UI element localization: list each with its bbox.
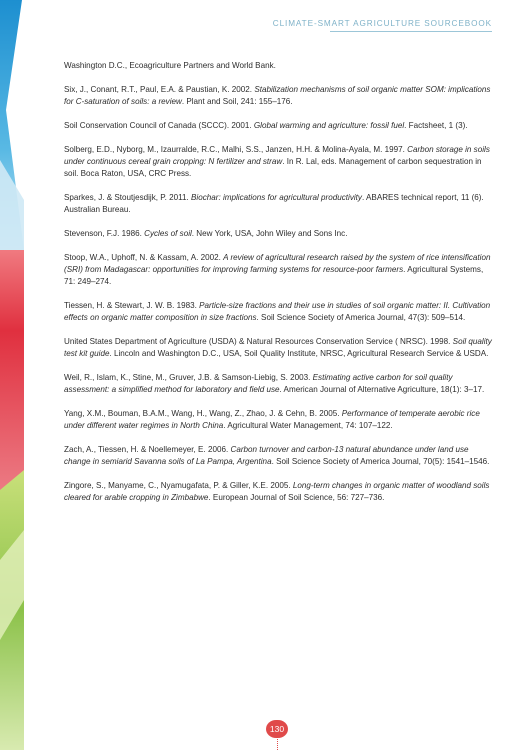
reference-source: . Agricultural Water Management, 74: 107–122. [223,420,393,430]
running-header-title: CLIMATE-SMART AGRICULTURE SOURCEBOOK [272,19,492,28]
reference-title: Global warming and agriculture: fossil fuel [253,121,405,131]
reference-source: . Soil Science Society of America Journal, 70(5): 1541–1546. [271,456,490,466]
reference-entry [64,372,492,396]
reference-source: . Lincoln and Washington D.C., USA, Soil Quality Institute, NRSC, Agricultural Research Service & USDA. [109,348,489,358]
reference-entry [64,300,492,324]
reference-source: . American Journal of Alternative Agriculture, 18(1): 3–17. [279,384,485,394]
reference-authors: Soil Conservation Council of Canada (SCCC). [64,121,230,131]
reference-continuation: Washington D.C., Ecoagriculture Partners and World Bank. [64,61,276,70]
reference-source: . Factsheet, 1 (3). [404,121,468,131]
reference-title: Biochar: implications for agricultural productivity [191,193,362,203]
reference-entry [64,228,492,240]
reference-year: 1997. [382,145,408,155]
reference-authors: Stoop, W.A., Uphoff, N. & Kassam, A. [64,253,199,263]
reference-authors: Zingore, S., Manyame, C., Nyamugafata, P. & Giller, K.E. [64,481,269,491]
reference-year: 2006. [205,445,231,455]
reference-entry [64,480,492,504]
reference-title: Cycles of soil [144,229,192,239]
reference-year: 2005. [268,481,293,491]
reference-authors: Weil, R., Islam, K., Stine, M., Gruver, J.B. & Samson-Liebig, S. [64,373,288,383]
reference-source: . New York, USA, John Wiley and Sons Inc. [191,229,348,239]
reference-title: A review of agricultural research raised by the system of rice intensification (SRI) from Madagascar: opportunities for improving farming systems for resource-poor farmers [64,253,491,275]
reference-year: 1998. [427,337,453,347]
reference-authors: Solberg, E.D., Nyborg, M., Izaurralde, R.C., Malhi, S.S., Janzen, H.H. & Molina-Ayala, M. [64,145,383,155]
reference-title: Soil quality test kit guide [64,337,492,358]
reference-entry [64,60,492,72]
reference-authors: Tiessen, H. & Stewart, J. W. B. [64,301,175,311]
reference-entry [64,192,492,216]
reference-title: Estimating active carbon for soil quality assessment: a simplified method for laboratory and field use [64,373,453,394]
reference-title: Stabilization mechanisms of soil organic matter SOM: implications for C-saturation of soils: a review [64,85,491,106]
page-number-dotted-line [277,739,278,750]
reference-source: . In R. Lal, eds. Management of carbon sequestration in soil. Boca Raton, USA, CRC Press. [64,157,482,178]
reference-title: Particle-size fractions and their use in studies of soil organic matter: II. Cultivation effects on organic matter composition in size fractions [64,301,491,322]
reference-year: 1983. [174,301,200,311]
reference-title: Performance of temperate aerobic rice under different water regimes in North China [64,409,480,430]
reference-entry [64,336,492,360]
reference-source: . ABARES technical report, 11 (6). Australian Bureau. [64,193,484,214]
reference-title: Long-term changes in organic matter of woodland soils cleared for arable cropping in Zimbabwe [64,481,490,502]
reference-year: 1986. [119,229,145,239]
reference-title: Carbon storage in soils under continuous cereal grain cropping: N fertilizer and straw [64,145,490,167]
header-rule [330,31,492,32]
page-number: 130 [266,720,288,738]
reference-source: . Soil Science Society of America Journal, 47(3): 509–514. [256,312,466,322]
reference-authors: Zach, A., Tiessen, H. & Noellemeyer, E. [64,445,206,455]
reference-entry [64,84,492,108]
reference-year: 2002. [229,85,255,95]
reference-authors: United States Department of Agriculture (USDA) & Natural Resources Conservation Service ( NRSC). [64,337,428,347]
reference-source: . European Journal of Soil Science, 56: 727–736. [208,492,385,502]
reference-authors: Stevenson, F.J. [64,229,120,239]
reference-source: . Plant and Soil, 241: 155–176. [181,96,293,106]
reference-year: 2002. [198,253,224,263]
reference-entry [64,120,492,132]
reference-authors: Six, J., Conant, R.T., Paul, E.A. & Paustian, K. [64,85,230,95]
side-strip-graphic [0,0,24,750]
decorative-side-strip [0,0,24,750]
reference-year: 2011. [166,193,192,203]
reference-entry [64,144,492,179]
reference-title: Carbon turnover and carbon-13 natural abundance under land use change in semiarid Savanna soils of La Pampa, Argentina [64,445,469,466]
reference-authors: Yang, X.M., Bouman, B.A.M., Wang, H., Wang, Z., Zhao, J. & Cehn, B. [64,409,317,419]
reference-year: 2005. [316,409,342,419]
reference-entry [64,444,492,468]
reference-source: . Agricultural Systems, 71: 249–274. [64,265,484,286]
reference-entry [64,252,492,287]
reference-year: 2003. [287,373,313,383]
reference-year: 2001. [229,121,254,131]
reference-authors: Sparkes, J. & Stoutjesdijk, P. [64,193,167,203]
reference-list [64,60,492,516]
reference-entry [64,408,492,432]
